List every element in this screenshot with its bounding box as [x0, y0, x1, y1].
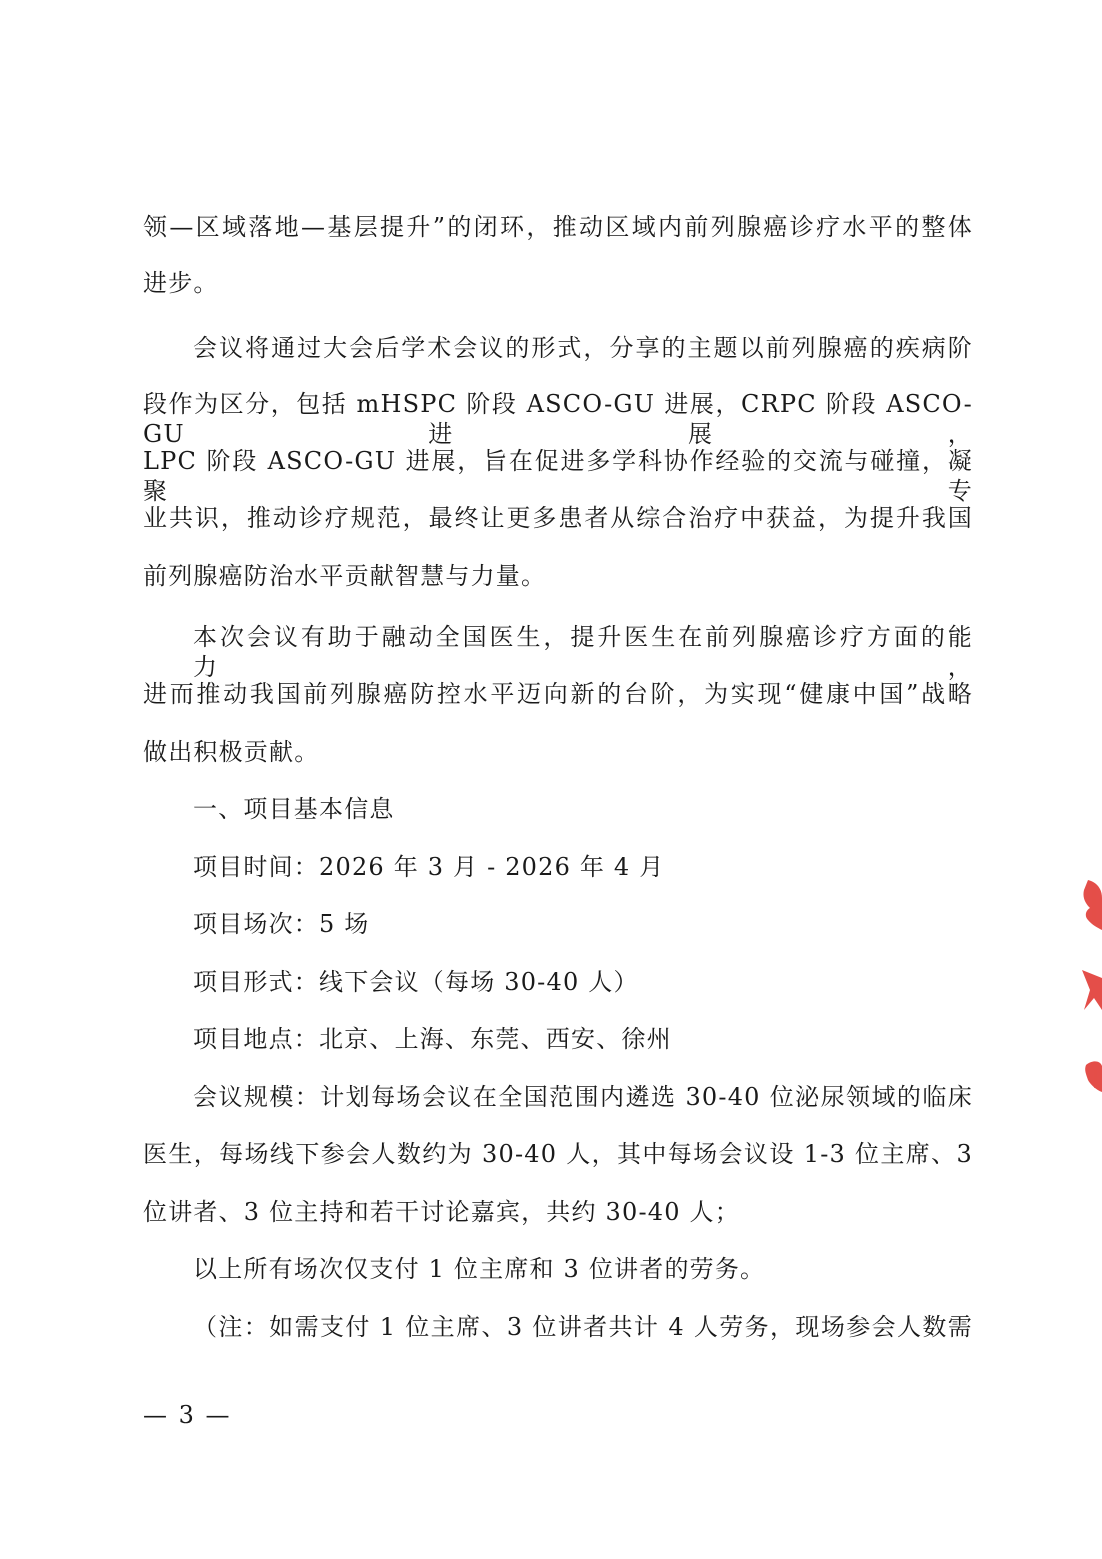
note-line: （注：如需支付 1 位主席、3 位讲者共计 4 人劳务，现场参会人数需 — [193, 1313, 973, 1341]
paragraph-line: 医生，每场线下参会人数约为 30-40 人，其中每场会议设 1-3 位主席、3 — [143, 1140, 973, 1168]
section-heading: 一、项目基本信息 — [193, 795, 395, 823]
project-sessions: 项目场次：5 场 — [193, 910, 370, 938]
page-number: — 3 — — [143, 1401, 232, 1429]
paragraph-line: 业共识，推动诊疗规范，最终让更多患者从综合治疗中获益，为提升我国 — [143, 504, 973, 532]
project-format: 项目形式：线下会议（每场 30-40 人） — [193, 968, 639, 996]
paragraph-line: 以上所有场次仅支付 1 位主席和 3 位讲者的劳务。 — [193, 1255, 766, 1283]
paragraph-line: 会议将通过大会后学术会议的形式，分享的主题以前列腺癌的疾病阶 — [193, 334, 973, 362]
paragraph-line: LPC 阶段 ASCO-GU 进展，旨在促进多学科协作经验的交流与碰撞，凝聚专 — [143, 447, 973, 505]
project-time: 项目时间：2026 年 3 月 - 2026 年 4 月 — [193, 853, 665, 881]
paragraph-line: 会议规模：计划每场会议在全国范围内遴选 30-40 位泌尿领域的临床 — [193, 1083, 973, 1111]
paragraph-line: 位讲者、3 位主持和若干讨论嘉宾，共约 30-40 人； — [143, 1198, 740, 1226]
paragraph-line: 本次会议有助于融动全国医生，提升医生在前列腺癌诊疗方面的能力， — [193, 623, 973, 681]
paragraph-line: 前列腺癌防治水平贡献智慧与力量。 — [143, 562, 547, 590]
paragraph-line: 进而推动我国前列腺癌防控水平迈向新的台阶，为实现“健康中国”战略 — [143, 680, 973, 708]
paragraph-line: 段作为区分，包括 mHSPC 阶段 ASCO-GU 进展，CRPC 阶段 ASCO-GU 进展， — [143, 390, 973, 448]
paragraph-line: 做出积极贡献。 — [143, 738, 320, 766]
project-locations: 项目地点：北京、上海、东莞、西安、徐州 — [193, 1025, 672, 1053]
paragraph-line: 进步。 — [143, 269, 219, 297]
official-seal-fragment — [1074, 870, 1102, 1110]
paragraph-line: 领—区域落地—基层提升”的闭环，推动区域内前列腺癌诊疗水平的整体 — [143, 213, 973, 241]
